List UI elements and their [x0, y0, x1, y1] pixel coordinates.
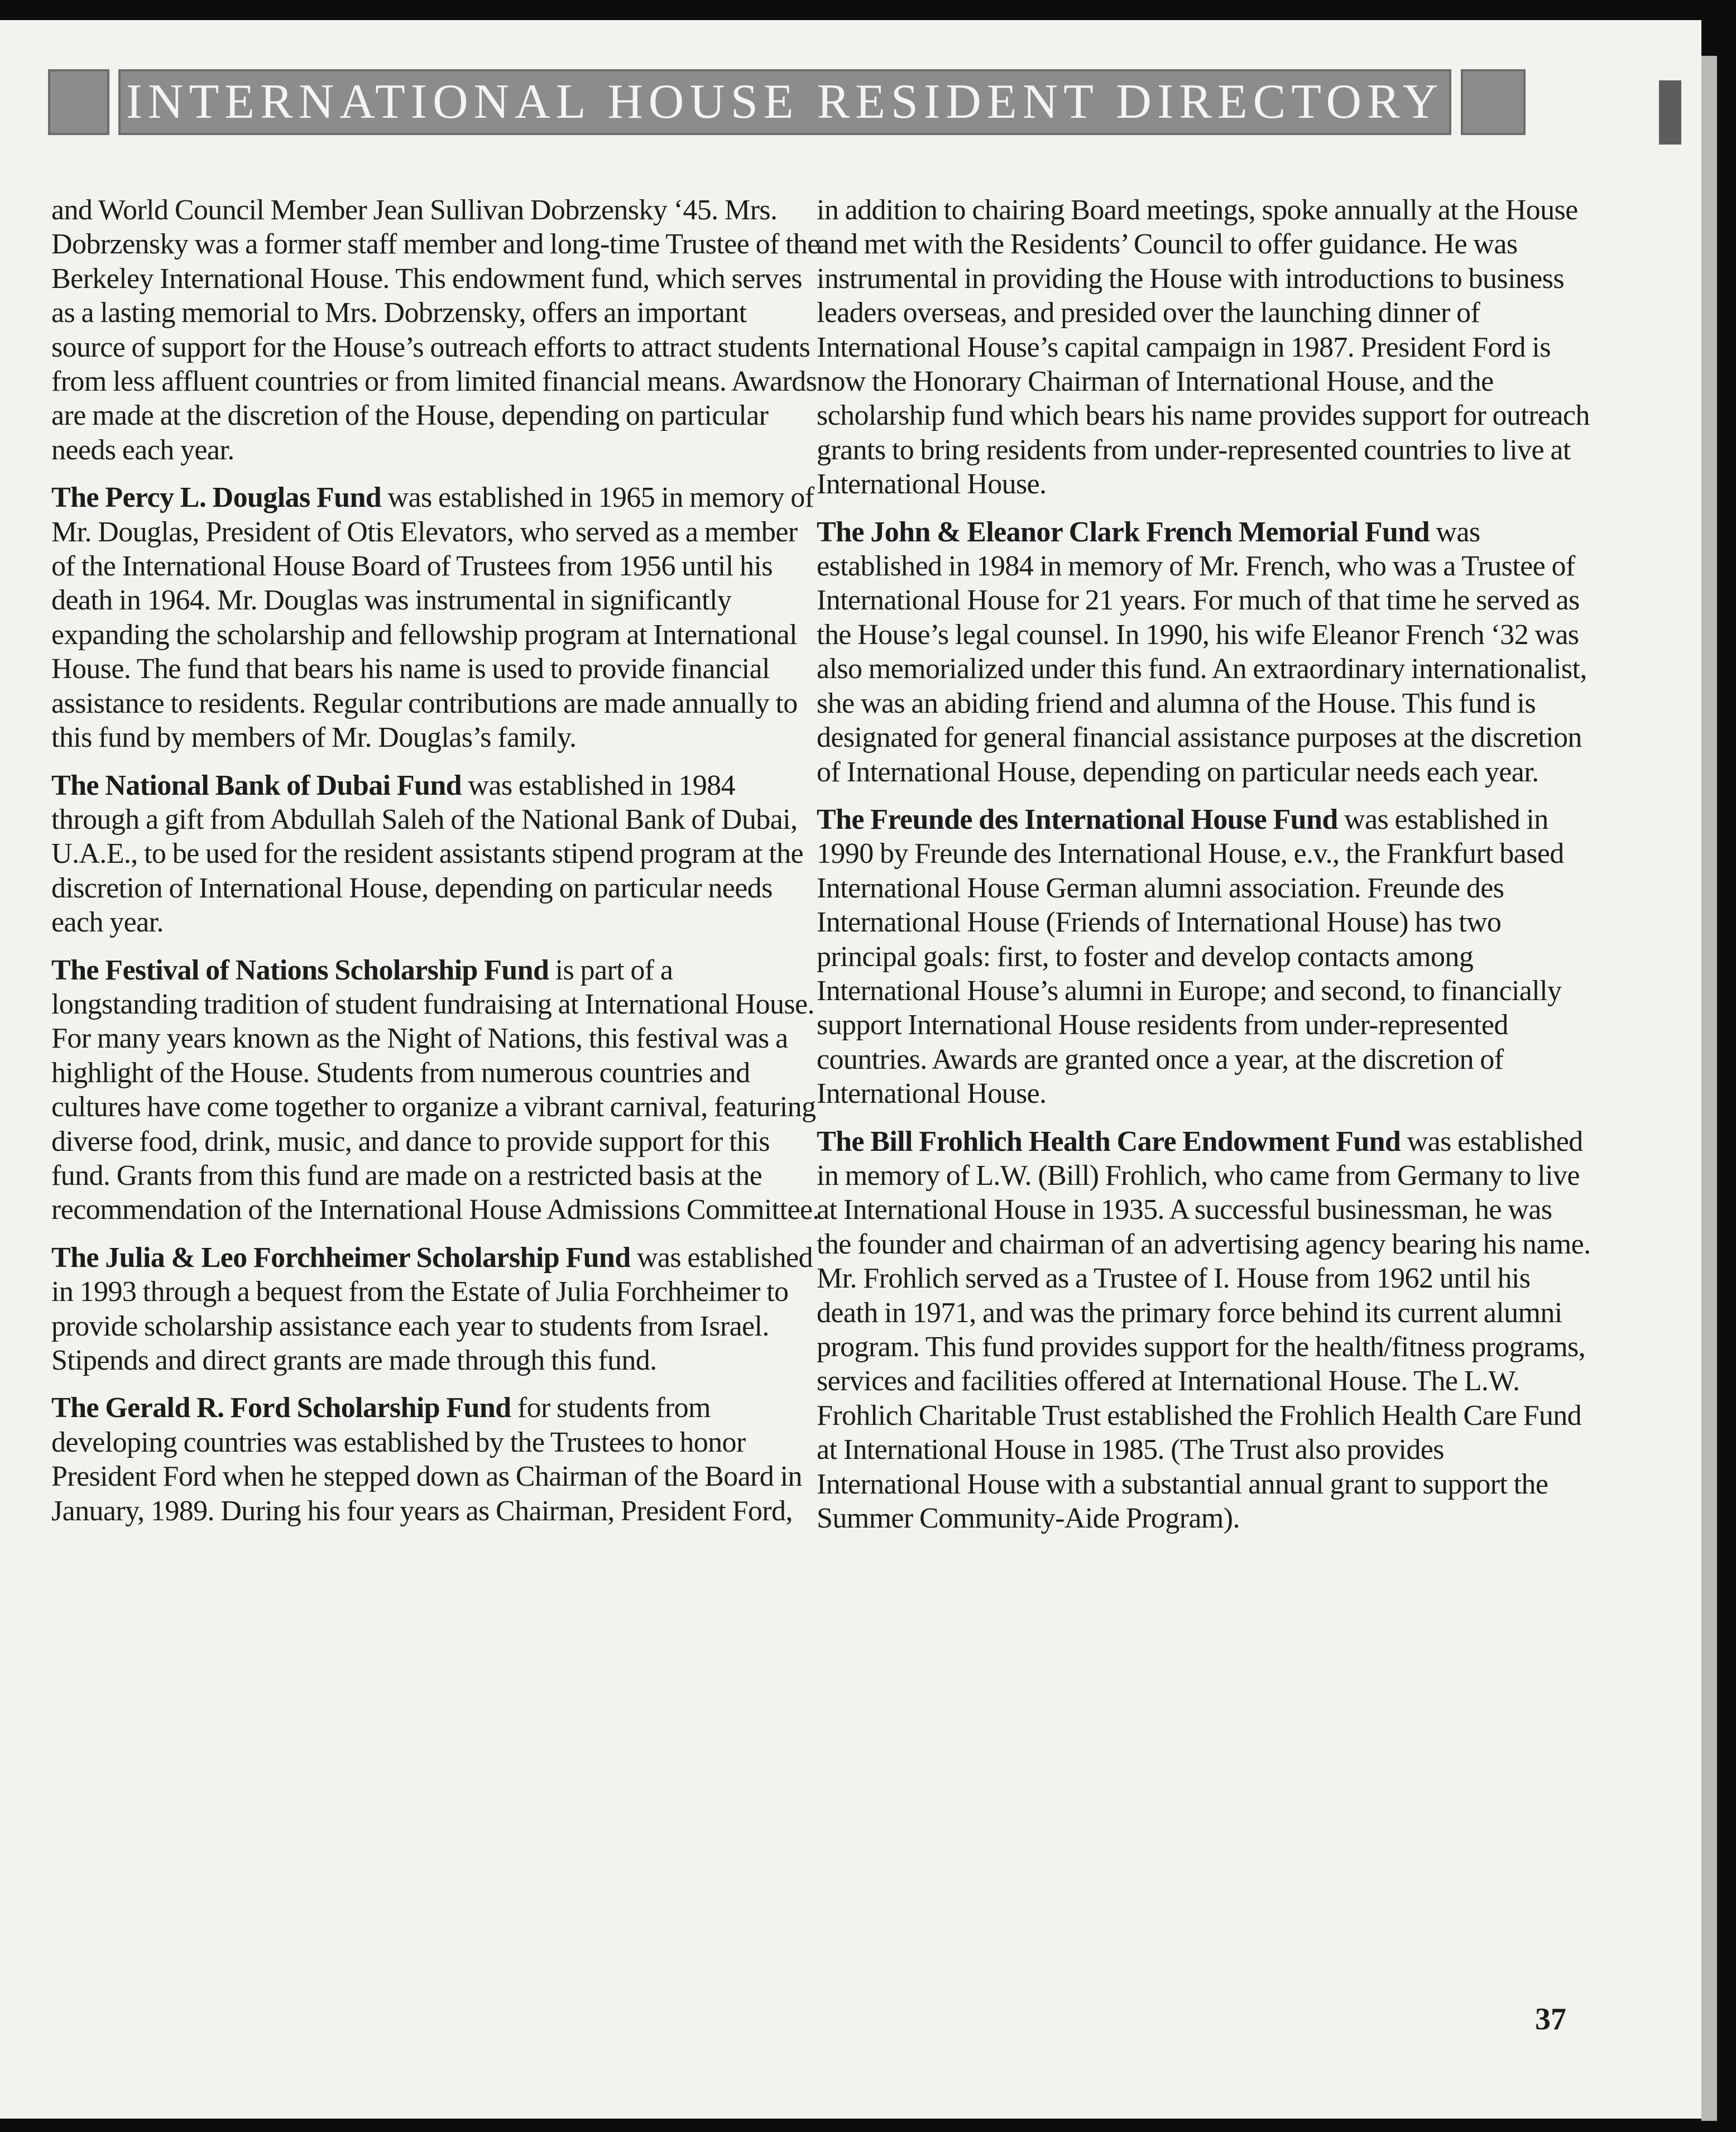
page-header-title: INTERNATIONAL HOUSE RESIDENT DIRECTORY: [126, 75, 1444, 129]
fund-entry-gerald-ford: [51, 1391, 822, 1528]
fund-entry-freunde: [817, 803, 1593, 1111]
fund-name: The Julia & Leo Forchheimer Scholarship Fund: [51, 1241, 631, 1274]
fund-description: was established in 1990 by Freunde des International House, e.v., the Frankfurt based International House German alumni association. Freunde des International House (Friends of International House) has two principal goals: first, to foster and develop contacts among International House’s alumni in Europe; and second, to financially support International House residents from under-represented countries. Awards are granted once a year, at the discretion of International House.: [817, 803, 1564, 1110]
fund-entry-festival-of-nations: [51, 953, 822, 1227]
continued-paragraph: and World Council Member Jean Sullivan Dobrzensky ‘45. Mrs. Dobrzensky was a former staff member and long-time Trustee of the Berkeley International House. This endowment fund, which serves as a lasting memorial to Mrs. Dobrzensky, offers an important source of support for the House’s outreach efforts to attract students from less affluent countries or from limited financial means. Awards are made at the discretion of the House, depending on particular needs each year.: [51, 194, 820, 466]
fund-description: was established in 1993 through a bequest from the Estate of Julia Forchheimer to provide scholarship assistance each year to students from Israel. Stipends and direct grants are made through this fund.: [51, 1241, 813, 1376]
page-number: 37: [1535, 2002, 1566, 2037]
page-edge-strip: [1701, 56, 1717, 2121]
header-banner-right-block: [1461, 69, 1526, 135]
continued-paragraph: in addition to chairing Board meetings, spoke annually at the House and met with the Residents’ Council to offer guidance. He was instrumental in providing the House with introductions to business leaders overseas, and presided over the launching dinner of International House’s capital campaign in 1987. President Ford is now the Honorary Chairman of International House, and the scholarship fund which bears his name provides support for outreach grants to bring residents from under-represented countries to live at International House.: [817, 194, 1590, 501]
fund-description: was established in 1965 in memory of Mr. Douglas, President of Otis Elevators, who served as a member of the International House Board of Trustees from 1956 until his death in 1964. Mr. Douglas was instrumental in significantly expanding the scholarship and fellowship program at International House. The fund that bears his name is used to provide financial assistance to residents. Regular contributions are made annually to this fund by members of Mr. Douglas’s family.: [51, 482, 814, 754]
page-edge-tab: [1659, 80, 1681, 145]
fund-entry-frohlich: [817, 1125, 1593, 1536]
fund-entry-french-memorial: [817, 515, 1593, 789]
fund-description: was established in 1984 in memory of Mr. French, who was a Trustee of International House for 21 years. For much of that time he served as the House’s legal counsel. In 1990, his wife Eleanor French ‘32 was also memorialized under this fund. An extraordinary internationalist, she was an abiding friend and alumna of the House. This fund is designated for general financial assistance purposes at the discretion of International House, depending on particular needs each year.: [817, 516, 1587, 788]
fund-name: The Festival of Nations Scholarship Fund: [51, 954, 549, 986]
header-banner: [118, 69, 1451, 135]
header-banner-left-block: [48, 69, 109, 135]
fund-name: The John & Eleanor Clark French Memorial Fund: [817, 516, 1430, 548]
fund-name: The Freunde des International House Fund: [817, 803, 1338, 835]
fund-name: The Gerald R. Ford Scholarship Fund: [51, 1392, 511, 1424]
right-text-column: [817, 193, 1593, 1549]
fund-name: The Bill Frohlich Health Care Endowment Fund: [817, 1125, 1401, 1158]
fund-entry-percy-douglas: [51, 481, 822, 755]
fund-name: The Percy L. Douglas Fund: [51, 482, 382, 514]
fund-description: was established in 1984 through a gift from Abdullah Saleh of the National Bank of Dubai, U.A.E., to be used for the resident assistants stipend program at the discretion of International House, depending on particular needs each year.: [51, 769, 803, 939]
fund-description: for students from developing countries was established by the Trustees to honor President Ford when he stepped down as Chairman of the Board in January, 1989. During his four years as Chairman, President Ford,: [51, 1392, 802, 1527]
fund-entry-forchheimer: [51, 1241, 822, 1378]
left-text-column: [51, 193, 822, 1542]
fund-description: was established in memory of L.W. (Bill) Frohlich, who came from Germany to live at International House in 1935. A successful businessman, he was the founder and chairman of an advertising agency bearing his name. Mr. Frohlich served as a Trustee of I. House from 1962 until his death in 1971, and was the primary force behind its current alumni program. This fund provides support for the health/fitness programs, services and facilities offered at International House. The L.W. Frohlich Charitable Trust established the Frohlich Health Care Fund at International House in 1985. (The Trust also provides International House with a substantial annual grant to support the Summer Community-Aide Program).: [817, 1125, 1591, 1535]
fund-entry-national-bank-dubai: [51, 769, 822, 940]
fund-name: The National Bank of Dubai Fund: [51, 769, 462, 801]
fund-description: is part of a longstanding tradition of student fundraising at International House. For many years known as the Night of Nations, this festival was a highlight of the House. Students from numerous countries and cultures have come together to organize a vibrant carnival, featuring diverse food, drink, music, and dance to provide support for this fund. Grants from this fund are made on a restricted basis at the recommendation of the International House Admissions Committee.: [51, 954, 819, 1226]
document-page: [0, 20, 1701, 2119]
